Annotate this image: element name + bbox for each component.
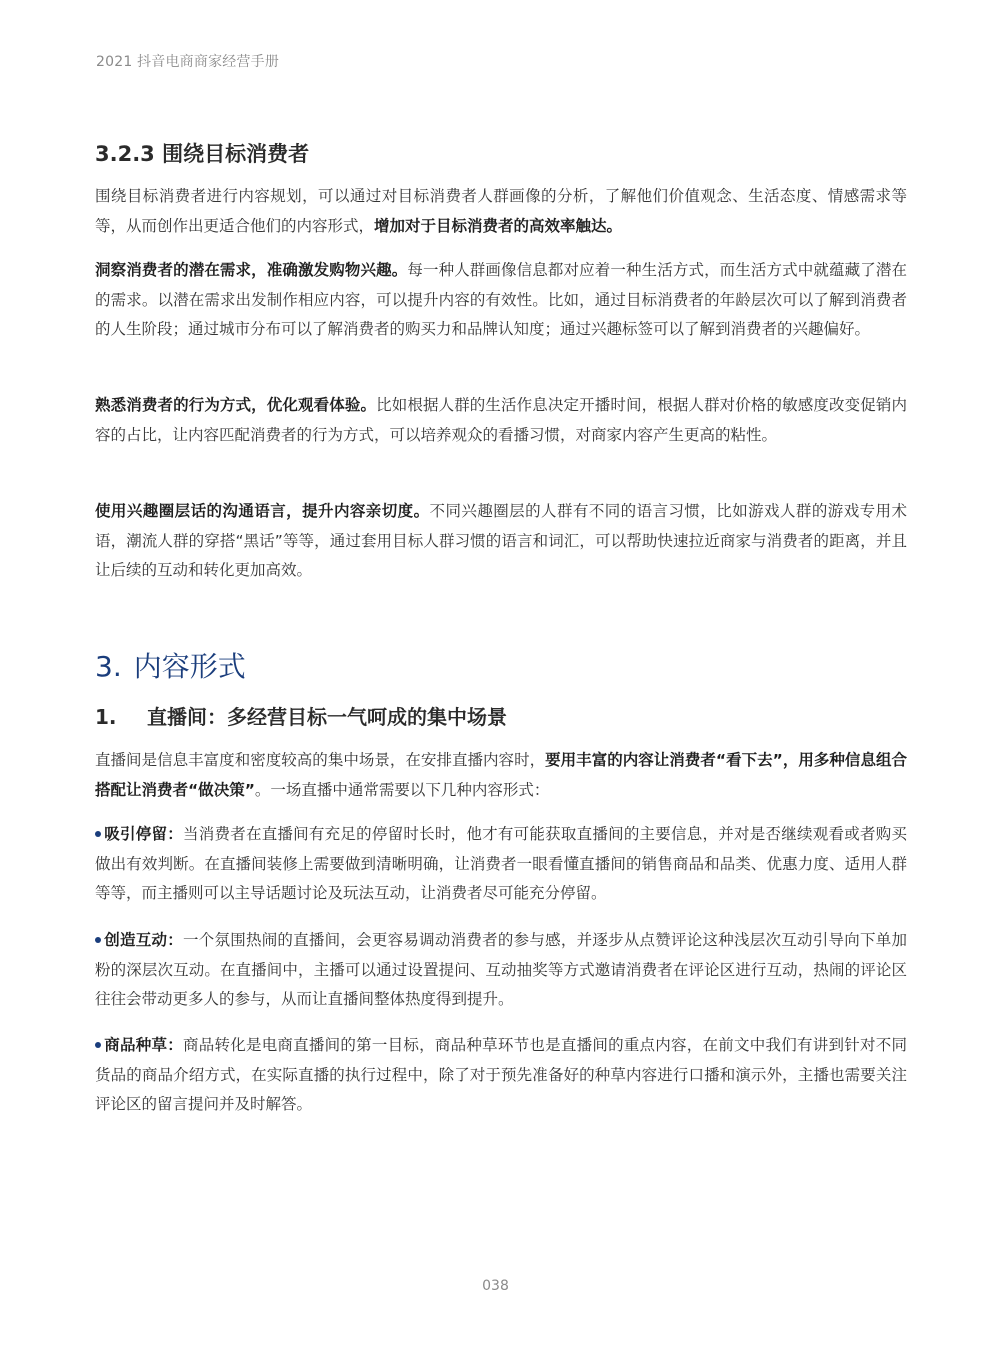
bullet-product-seeding-label: 商品种草： [104,1036,183,1054]
point-insight-needs [95,256,907,345]
subsection-1-intro [95,746,907,805]
bullet-attract-stay-label: 吸引停留： [104,825,183,843]
subsection-3-2-3-title: 3.2.3 围绕目标消费者 [95,142,310,166]
point-language-lead: 使用兴趣圈层话的沟通语言，提升内容亲切度。 [95,502,430,520]
section-number: 3. [95,650,122,683]
section-title: 内容形式 [133,650,246,683]
bullet-create-interaction-label: 创造互动： [104,931,183,949]
point-insight-needs-lead: 洞察消费者的潜在需求，准确激发购物兴趣。 [95,261,408,279]
point-behavior-text: 比如根据人群的生活作息决定开播时间，根据人群对价格的敏感度改变促销内容的占比，让内容匹配消费者的行为方式，可以培养观众的看播习惯，对商家内容产生更高的粘性。 [95,396,907,444]
subsection-number: 1. [95,705,117,729]
bullet-dot-icon [95,831,101,837]
intro-before: 直播间是信息丰富度和密度较高的集中场景，在安排直播内容时， [95,751,546,769]
point-language [95,497,907,586]
page-number: 038 [482,1278,509,1294]
running-header: 2021 抖音电商商家经营手册 [96,54,280,70]
point-insight-needs-text: 每一种人群画像信息都对应着一种生活方式，而生活方式中就蕴藏了潜在的需求。以潜在需求出发制作相应内容，可以提升内容的有效性。比如，通过目标消费者的年龄层次可以了解到消费者的人生阶段；通过城市分布可以了解消费者的购买力和品牌认知度；通过兴趣标签可以了解到消费者的兴趣偏好。 [95,261,907,338]
subsection-1-heading [95,701,507,730]
intro-after: 。一场直播中通常需要以下几种内容形式： [254,780,550,799]
bullet-attract-stay [95,820,907,909]
bullet-product-seeding-text: 商品转化是电商直播间的第一目标，商品种草环节也是直播间的重点内容，在前文中我们有讲到针对不同货品的商品介绍方式，在实际直播的执行过程中，除了对于预先准备好的种草内容进行口播和演示外，主播也需要关注评论区的留言提问并及时解答。 [95,1036,907,1113]
section-3-heading [95,645,246,685]
point-behavior [95,391,907,450]
bullet-dot-icon [95,1042,101,1048]
bullet-create-interaction-text: 一个氛围热闹的直播间，会更容易调动消费者的参与感，并逐步从点赞评论这种浅层次互动引导向下单加粉的深层次互动。在直播间中，主播可以通过设置提问、互动抽奖等方式邀请消费者在评论区进行互动，热闹的评论区往往会带动更多人的参与，从而让直播间整体热度得到提升。 [95,931,907,1008]
subsection-3-2-3-intro [95,182,907,241]
bullet-product-seeding [95,1031,907,1120]
intro-bold: 要用丰富的内容让消费者“看下去”，用多种信息组合搭配让消费者“做决策” [95,751,907,799]
point-language-text: 不同兴趣圈层的人群有不同的语言习惯，比如游戏人群的游戏专用术语，潮流人群的穿搭“黑话”等等，通过套用目标人群习惯的语言和词汇，可以帮助快速拉近商家与消费者的距离，并且让后续的互动和转化更加高效。 [95,502,907,579]
bullet-create-interaction [95,926,907,1015]
bullet-attract-stay-text: 当消费者在直播间有充足的停留时长时，他才有可能获取直播间的主要信息，并对是否继续观看或者购买做出有效判断。在直播间装修上需要做到清晰明确，让消费者一眼看懂直播间的销售商品和品类、优惠力度、适用人群等等，而主播则可以主导话题讨论及玩法互动，让消费者尽可能充分停留。 [95,825,907,902]
intro-text: 围绕目标消费者进行内容规划，可以通过对目标消费者人群画像的分析，了解他们价值观念、生活态度、情感需求等等，从而创作出更适合他们的内容形式， [95,187,907,235]
intro-emphasis: 增加对于目标消费者的高效率触达。 [374,216,623,235]
point-behavior-lead: 熟悉消费者的行为方式，优化观看体验。 [95,396,377,414]
subsection-title: 直播间：多经营目标一气呵成的集中场景 [147,705,507,729]
bullet-dot-icon [95,937,101,943]
